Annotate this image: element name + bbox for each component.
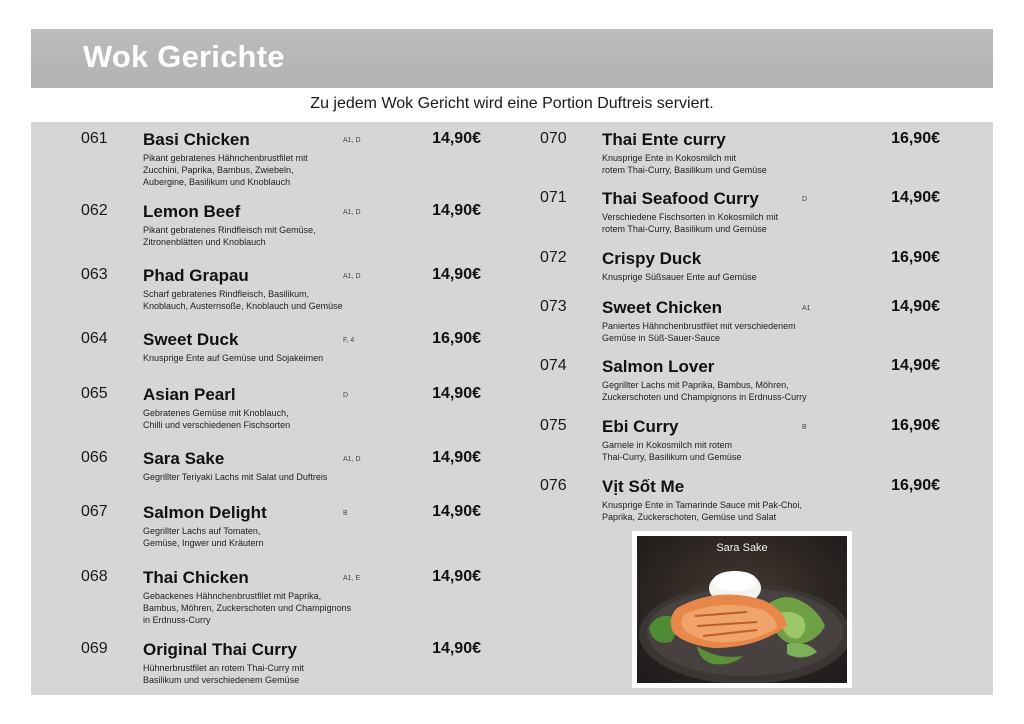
description-line: Knusprige Ente auf Gemüse und Sojakeimen xyxy=(143,353,324,363)
description-line: Pikant gebratenes Hähnchenbrustfilet mit xyxy=(143,153,308,163)
item-allergens: A1, D xyxy=(343,456,361,463)
item-price: 14,90€ xyxy=(432,385,481,402)
item-price: 16,90€ xyxy=(891,477,940,494)
description-line: Gebackenes Hähnchenbrustfilet mit Paprika, xyxy=(143,591,322,601)
item-price: 14,90€ xyxy=(432,266,481,283)
description-line: rotem Thai-Curry, Basilikum und Gemüse xyxy=(602,224,767,234)
item-description xyxy=(143,525,383,549)
item-number: 073 xyxy=(540,298,567,315)
page-title: Wok Gerichte xyxy=(83,39,285,74)
item-name: Salmon Delight xyxy=(143,503,267,522)
item-number: 066 xyxy=(81,449,108,466)
item-allergens: D xyxy=(802,196,808,203)
description-line: Zucchini, Paprika, Bambus, Zwiebeln, xyxy=(143,165,294,175)
description-line: Zitronenblätten und Knoblauch xyxy=(143,237,266,247)
description-line: Basilikum und verschiedenem Gemüse xyxy=(143,675,300,685)
item-name: Crispy Duck xyxy=(602,249,702,268)
item-number: 072 xyxy=(540,249,567,266)
item-name: Vịt Sốt Me xyxy=(602,477,685,496)
description-line: Pikant gebratenes Rindfleisch mit Gemüse, xyxy=(143,225,316,235)
item-description xyxy=(602,499,842,523)
item-name: Basi Chicken xyxy=(143,130,250,149)
item-name: Ebi Curry xyxy=(602,417,679,436)
item-description xyxy=(143,590,383,626)
item-name: Thai Ente curry xyxy=(602,130,726,149)
description-line: Gebratenes Gemüse mit Knoblauch, xyxy=(143,408,289,418)
item-name: Sweet Chicken xyxy=(602,298,722,317)
item-description xyxy=(143,224,383,248)
item-price: 16,90€ xyxy=(891,417,940,434)
description-line: Bambus, Möhren, Zuckerschoten und Champignons xyxy=(143,603,352,613)
item-number: 068 xyxy=(81,568,108,585)
item-description xyxy=(602,439,842,463)
item-description xyxy=(143,471,383,483)
item-name: Sweet Duck xyxy=(143,330,239,349)
description-line: Zuckerschoten und Champignons in Erdnuss-Curry xyxy=(602,392,807,402)
item-allergens: D xyxy=(343,392,349,399)
item-allergens: B xyxy=(343,510,348,517)
item-price: 14,90€ xyxy=(891,298,940,315)
item-price: 14,90€ xyxy=(891,189,940,206)
description-line: Knusprige Ente in Kokosmilch mit xyxy=(602,153,737,163)
item-allergens: A1, E xyxy=(343,575,361,582)
item-name: Sara Sake xyxy=(143,449,225,468)
item-number: 070 xyxy=(540,130,567,147)
item-price: 16,90€ xyxy=(891,249,940,266)
item-name: Phad Grapau xyxy=(143,266,249,285)
item-description xyxy=(143,352,383,364)
item-description xyxy=(143,662,383,686)
item-name: Thai Seafood Curry xyxy=(602,189,759,208)
item-allergens: B xyxy=(802,424,807,431)
item-allergens: A1, D xyxy=(343,137,361,144)
item-number: 071 xyxy=(540,189,567,206)
item-number: 061 xyxy=(81,130,108,147)
description-line: Chilli und verschiedenen Fischsorten xyxy=(143,420,291,430)
description-line: Hühnerbrustfilet an rotem Thai-Curry mit xyxy=(143,663,304,673)
rice-note: Zu jedem Wok Gericht wird eine Portion Duftreis serviert. xyxy=(310,95,714,112)
description-line: Paniertes Hähnchenbrustfilet mit verschiedenem xyxy=(602,321,796,331)
item-number: 062 xyxy=(81,202,108,219)
item-description xyxy=(602,211,842,235)
item-description xyxy=(143,152,383,188)
description-line: in Erdnuss-Curry xyxy=(143,615,211,625)
description-line: Gegrillter Lachs auf Tomaten, xyxy=(143,526,261,536)
item-number: 074 xyxy=(540,357,567,374)
item-number: 076 xyxy=(540,477,567,494)
description-line: Gemüse, Ingwer und Kräutern xyxy=(143,538,264,548)
description-line: Knusprige Ente in Tamarinde Sauce mit Pak-Choi, xyxy=(602,500,802,510)
item-name: Thai Chicken xyxy=(143,568,249,587)
item-price: 14,90€ xyxy=(432,640,481,657)
item-description xyxy=(602,152,842,176)
salmon-plate-illustration xyxy=(637,536,847,683)
item-price: 14,90€ xyxy=(891,357,940,374)
item-allergens: A1, D xyxy=(343,209,361,216)
description-line: Knoblauch, Austernsoße, Knoblauch und Gemüse xyxy=(143,301,343,311)
page-header xyxy=(31,29,993,88)
dish-photo xyxy=(632,531,852,688)
item-number: 063 xyxy=(81,266,108,283)
description-line: Gegrillter Teriyaki Lachs mit Salat und Duftreis xyxy=(143,472,328,482)
description-line: Garnele in Kokosmilch mit rotem xyxy=(602,440,733,450)
item-description xyxy=(602,379,842,403)
item-price: 16,90€ xyxy=(432,330,481,347)
item-allergens: F, 4 xyxy=(343,337,355,344)
description-line: Paprika, Zuckerschoten, Gemüse und Salat xyxy=(602,512,777,522)
item-allergens: A1 xyxy=(802,305,811,312)
item-number: 065 xyxy=(81,385,108,402)
item-description xyxy=(602,320,842,344)
photo-caption: Sara Sake xyxy=(716,542,768,554)
description-line: rotem Thai-Curry, Basilikum und Gemüse xyxy=(602,165,767,175)
item-number: 075 xyxy=(540,417,567,434)
item-price: 16,90€ xyxy=(891,130,940,147)
item-number: 067 xyxy=(81,503,108,520)
item-number: 069 xyxy=(81,640,108,657)
item-name: Salmon Lover xyxy=(602,357,715,376)
item-price: 14,90€ xyxy=(432,130,481,147)
description-line: Thai-Curry, Basilikum und Gemüse xyxy=(602,452,742,462)
description-line: Gemüse in Süß-Sauer-Sauce xyxy=(602,333,721,343)
description-line: Verschiedene Fischsorten in Kokosmilch mit xyxy=(602,212,779,222)
dish-photo-image xyxy=(637,536,847,683)
item-allergens: A1, D xyxy=(343,273,361,280)
item-name: Lemon Beef xyxy=(143,202,241,221)
item-price: 14,90€ xyxy=(432,449,481,466)
item-name: Asian Pearl xyxy=(143,385,236,404)
item-name: Original Thai Curry xyxy=(143,640,297,659)
description-line: Aubergine, Basilikum und Knoblauch xyxy=(143,177,291,187)
item-description xyxy=(602,271,842,283)
description-line: Gegrillter Lachs mit Paprika, Bambus, Möhren, xyxy=(602,380,789,390)
description-line: Scharf gebratenes Rindfleisch, Basilikum, xyxy=(143,289,310,299)
item-description xyxy=(143,288,383,312)
description-line: Knusprige Süßsauer Ente auf Gemüse xyxy=(602,272,757,282)
item-price: 14,90€ xyxy=(432,503,481,520)
item-price: 14,90€ xyxy=(432,568,481,585)
item-price: 14,90€ xyxy=(432,202,481,219)
item-number: 064 xyxy=(81,330,108,347)
item-description xyxy=(143,407,383,431)
